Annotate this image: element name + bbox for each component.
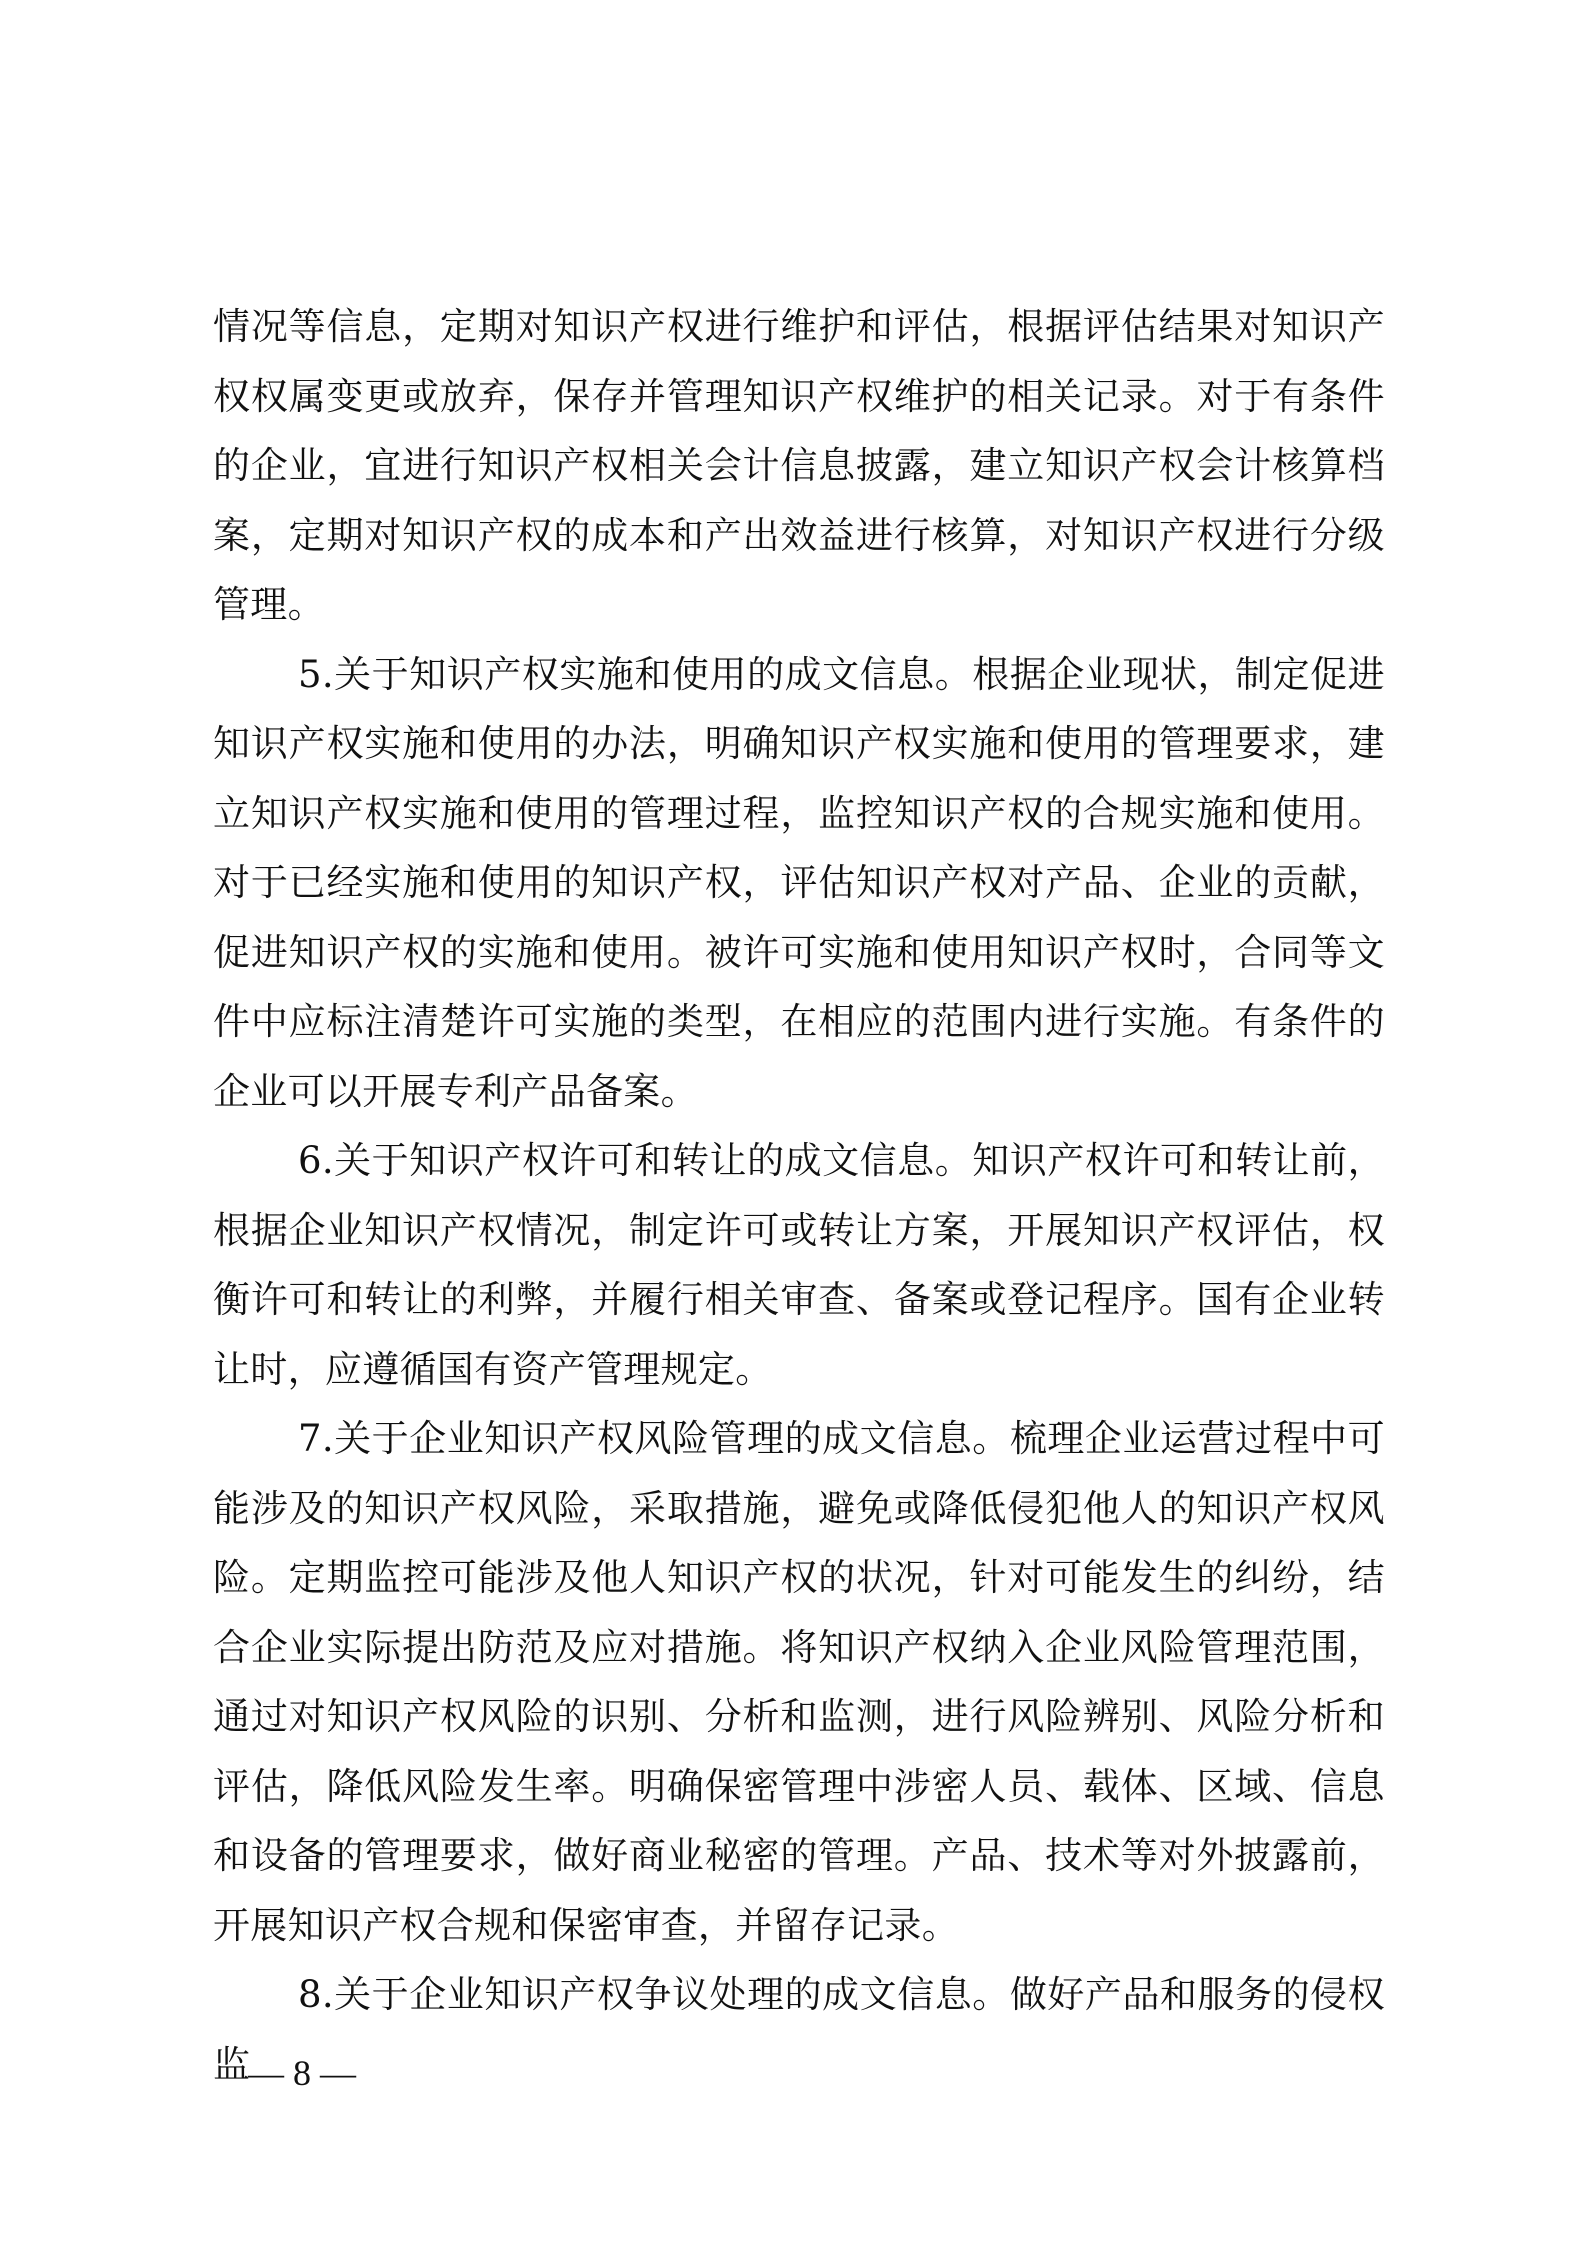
paragraph-item-8: 8.关于企业知识产权争议处理的成文信息。做好产品和服务的侵权监 bbox=[213, 1973, 1385, 2086]
paragraph-item-6: 6.关于知识产权许可和转让的成文信息。知识产权许可和转让前，根据企业知识产权情况，制定许可或转让方案，开展知识产权评估，权衡许可和转让的利弊，并履行相关审查、备案或登记程序。国有企业转让时，应遵循国有资产管理规定。 bbox=[213, 1139, 1385, 1391]
page-body bbox=[213, 292, 1385, 2086]
paragraph-item-5: 5.关于知识产权实施和使用的成文信息。根据企业现状，制定促进知识产权实施和使用的办法，明确知识产权实施和使用的管理要求，建立知识产权实施和使用的管理过程，监控知识产权的合规实施和使用。对于已经实施和使用的知识产权，评估知识产权对产品、企业的贡献，促进知识产权的实施和使用。被许可实施和使用知识产权时，合同等文件中应标注清楚许可实施的类型，在相应的范围内进行实施。有条件的企业可以开展专利产品备案。 bbox=[213, 652, 1385, 1113]
paragraph-continued: 情况等信息，定期对知识产权进行维护和评估，根据评估结果对知识产权权属变更或放弃，保存并管理知识产权维护的相关记录。对于有条件的企业，宜进行知识产权相关会计信息披露，建立知识产权会计核算档案，定期对知识产权的成本和产出效益进行核算，对知识产权进行分级管理。 bbox=[213, 305, 1385, 626]
page-number: — 8 — bbox=[248, 2053, 356, 2093]
paragraph-item-7: 7.关于企业知识产权风险管理的成文信息。梳理企业运营过程中可能涉及的知识产权风险，采取措施，避免或降低侵犯他人的知识产权风险。定期监控可能涉及他人知识产权的状况，针对可能发生的纠纷，结合企业实际提出防范及应对措施。将知识产权纳入企业风险管理范围，通过对知识产权风险的识别、分析和监测，进行风险辨别、风险分析和评估，降低风险发生率。明确保密管理中涉密人员、载体、区域、信息和设备的管理要求，做好商业秘密的管理。产品、技术等对外披露前，开展知识产权合规和保密审查，并留存记录。 bbox=[213, 1417, 1385, 1947]
